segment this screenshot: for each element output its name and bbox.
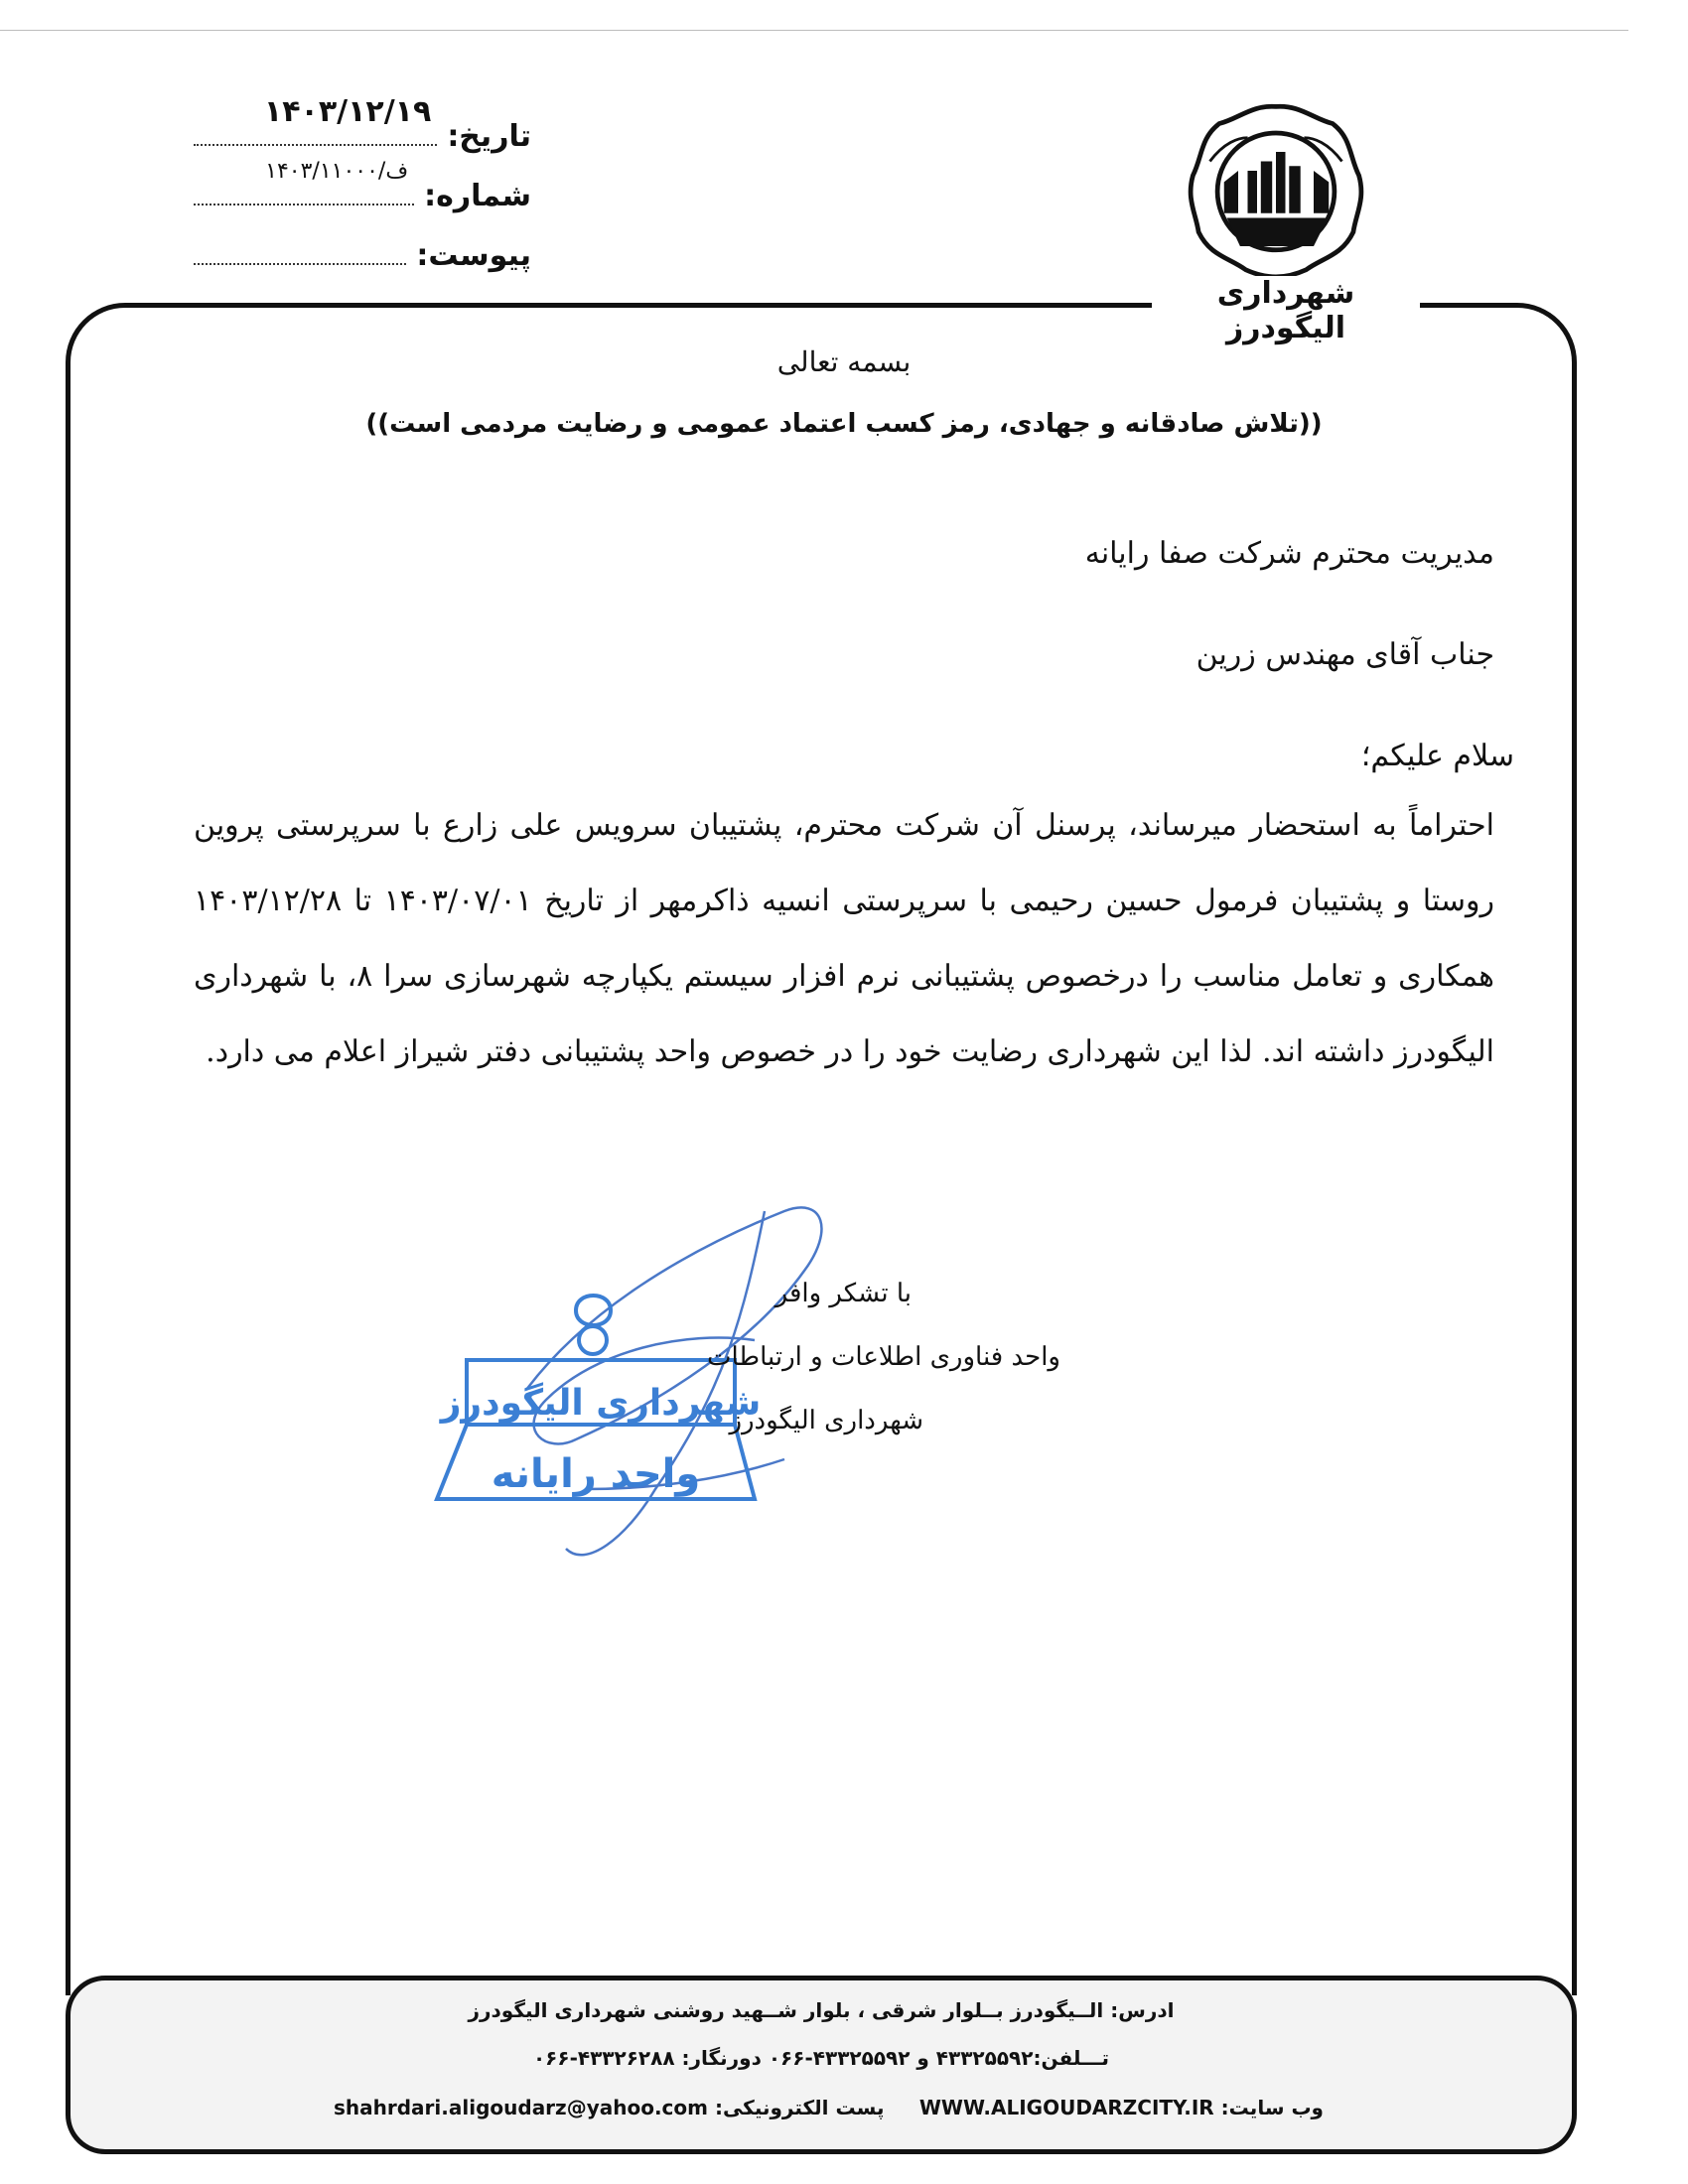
recipient-line-2: جناب آقای مهندس زرین xyxy=(1196,637,1494,672)
greeting: سلام علیکم؛ xyxy=(1360,739,1514,773)
date-value: ۱۴۰۳/۱۲/۱۹ xyxy=(263,94,432,129)
footer-phone: تـــلفن:۴۳۳۲۵۵۹۲ و ۴۳۳۲۵۵۹۲-۰۶۶ دورنگار: ۴۳۳۲۶۲۸۸-۰۶۶ xyxy=(532,2046,1110,2070)
attachment-row xyxy=(194,226,531,286)
signature-block xyxy=(427,1191,1060,1608)
letter-metadata xyxy=(194,94,531,286)
footer-address: ادرس: الــیگودرز بــلوار شرقی ، بلوار شــهید روشنی شهرداری الیگودرز xyxy=(468,1998,1175,2022)
website-label: وب سایت: xyxy=(1220,2096,1324,2119)
number-label: شماره: xyxy=(424,179,531,213)
organization-title: شهرداری الیگودرز xyxy=(1152,276,1420,345)
stamp-and-signature xyxy=(427,1191,1023,1608)
thanks-line: با تشکر وافر xyxy=(774,1279,912,1308)
letter-paragraph: احتراماً به استحضار میرساند، پرسنل آن شرکت محترم، پشتیبان سرویس علی زارع با سرپرستی پروین روستا و پشتیبان فرمول حسین رحیمی با سرپرستی انسیه ذاکرمهر از تاریخ ۱۴۰۳/۰۷/۰۱ تا ۱۴۰۳/۱۲/۲۸ همکاری و تعامل مناسب را درخصوص پشتیبانی نرم افزار سیستم یکپارچه شهرسازی سرا ۸، با شهرداری الیگودرز داشته اند. لذا این شهرداری رضایت خود را در خصوص واحد پشتیبانی دفتر شیراز اعلام می دارد. xyxy=(194,808,1495,1069)
email-link[interactable]: shahrdari.aligoudarz@yahoo.com xyxy=(334,2096,708,2119)
number-value: ۱۴۰۳/ف/۱۱۰۰۰ xyxy=(265,159,409,184)
letter-footer xyxy=(66,1976,1577,2154)
footer-website xyxy=(919,2096,1324,2119)
stamp-line-1: شهرداری الیگودرز xyxy=(440,1383,762,1424)
department-line: واحد فناوری اطلاعات و ارتباطات xyxy=(707,1342,1060,1372)
attachment-label: پیوست: xyxy=(416,238,531,273)
footer-email xyxy=(334,2096,885,2119)
stamp-line-2: واحد رایانه xyxy=(491,1451,701,1497)
date-label: تاریخ: xyxy=(447,119,531,154)
letter-body xyxy=(194,536,1514,1090)
email-label: پست الکترونیکی: xyxy=(714,2096,885,2119)
organization-line: شهرداری الیگودرز xyxy=(729,1406,923,1435)
top-divider xyxy=(0,30,1628,31)
bismillah-heading: بسمه تعالی xyxy=(776,345,912,378)
recipient-line-1: مدیریت محترم شرکت صفا رایانه xyxy=(1084,536,1494,571)
number-row xyxy=(194,159,531,226)
municipality-logo xyxy=(1182,95,1370,284)
slogan: ((تلاش صادقانه و جهادی، رمز کسب اعتماد عمومی و رضایت مردمی است)) xyxy=(365,409,1323,439)
website-link[interactable]: WWW.ALIGOUDARZCITY.IR xyxy=(918,2096,1214,2119)
